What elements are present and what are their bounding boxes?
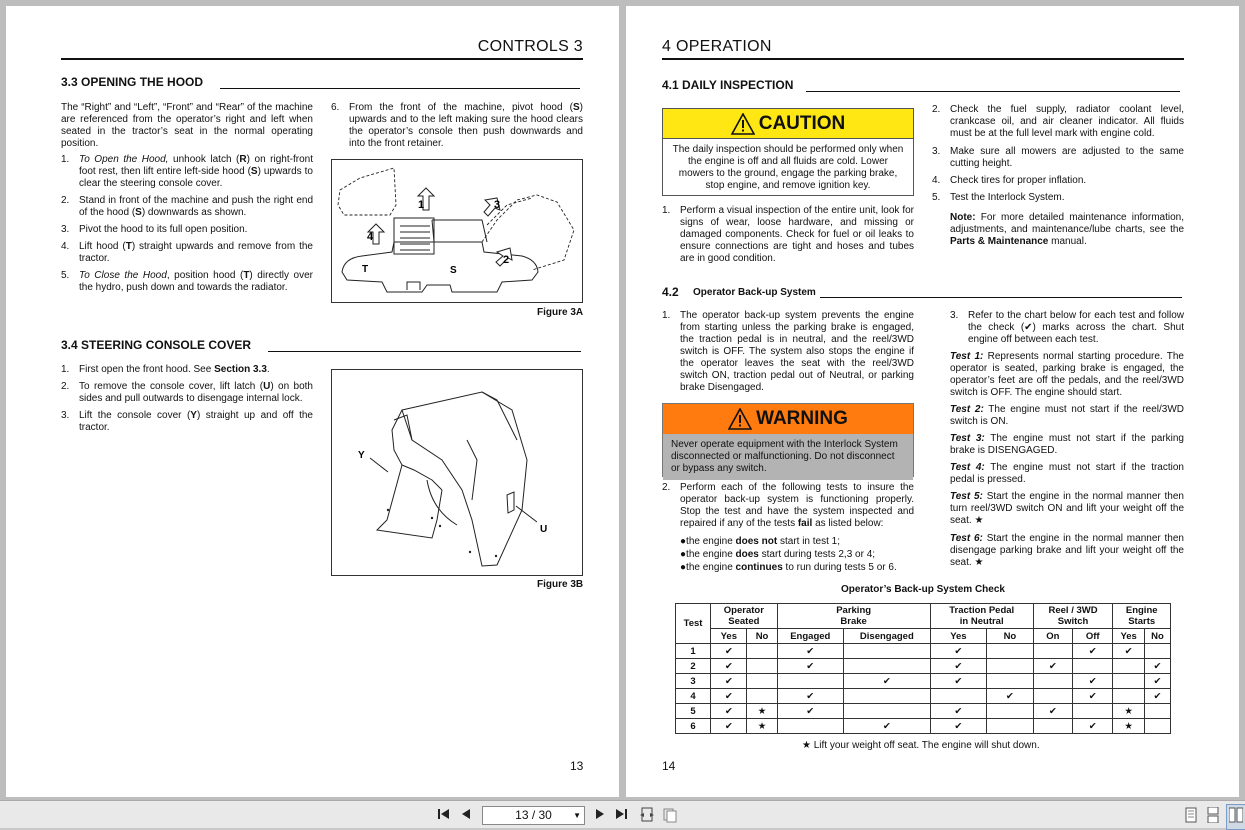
- item-text: To Open the Hood, unhook latch (R) on right-front foot rest, then lift entire left-side hood (S) upwards to clear the steering console cover.: [79, 154, 313, 189]
- section-rule: [820, 297, 1182, 298]
- failure-condition: ●the engine does start during tests 2,3 or 4;: [680, 549, 876, 560]
- section-4-1-title: 4.1 DAILY INSPECTION: [662, 78, 794, 92]
- check-cell: [1033, 689, 1072, 704]
- check-cell: ★: [1113, 719, 1145, 734]
- check-cell: [777, 719, 843, 734]
- check-cell: [1113, 659, 1145, 674]
- item-number: 1.: [61, 364, 70, 375]
- check-cell: [1033, 644, 1072, 659]
- item-number: 1.: [662, 310, 671, 321]
- caution-title: CAUTION: [758, 112, 846, 134]
- check-cell: ✔: [777, 704, 843, 719]
- item-text: Lift hood (T) straight upwards and remove from the tractor.: [79, 241, 313, 264]
- item-text: To remove the console cover, lift latch (U) on both sides and pull outwards to disengage internal lock.: [79, 381, 313, 404]
- item-number: 6.: [331, 102, 340, 113]
- viewer-toolbar: [0, 800, 1245, 828]
- prev-page-icon[interactable]: [460, 807, 472, 825]
- check-cell: ✔: [1144, 659, 1170, 674]
- item-number: 3.: [61, 410, 70, 421]
- section-3-3-intro: The “Right” and “Left”, “Front” and “Rear” of the machine are referenced from the operator’s right and left when seated in the tractor’s seat in the normal operating position.: [61, 102, 313, 149]
- item-number: 4.: [932, 175, 941, 186]
- warning-triangle-icon: [731, 113, 755, 135]
- item-text: Check the fuel supply, radiator coolant level, crankcase oil, and air cleaner indicator. All fluids must be at the full level mark with engine cold.: [950, 104, 1184, 139]
- item-text: From the front of the machine, pivot hood (S) upwards and to the left making sure the hood clears the operator’s console then push downwards and into the front retainer.: [349, 102, 583, 149]
- column-sub-header: Off: [1072, 629, 1112, 644]
- check-cell: ★: [747, 719, 777, 734]
- section-3-4-item-1: [61, 364, 313, 376]
- check-cell: [987, 674, 1034, 689]
- item-number: 3.: [950, 310, 959, 321]
- table-row: [676, 674, 1171, 689]
- item-number: 1.: [662, 205, 671, 216]
- item-number: 2.: [662, 482, 671, 493]
- check-cell: [987, 719, 1034, 734]
- check-cell: ✔: [1072, 719, 1112, 734]
- item-text: To Close the Hood, position hood (T) directly over the hydro, push down and towards the radiator.: [79, 270, 313, 293]
- check-cell: ✔: [777, 644, 843, 659]
- check-cell: [1144, 644, 1170, 659]
- backup-system-check-table: [675, 603, 1171, 734]
- item-number: 4.: [61, 241, 70, 252]
- column-group-header: Operator Seated: [711, 604, 777, 629]
- check-cell: [777, 674, 843, 689]
- table-row: [676, 644, 1171, 659]
- check-cell: ✔: [711, 659, 747, 674]
- chevron-down-icon[interactable]: ▼: [573, 811, 581, 820]
- continuous-view-icon[interactable]: [1206, 807, 1220, 827]
- item-number: 3.: [61, 224, 70, 235]
- check-cell: ✔: [1113, 644, 1145, 659]
- check-cell: [844, 704, 931, 719]
- last-page-icon[interactable]: [614, 807, 628, 825]
- test-4-description: Test 4: The engine must not start if the traction pedal is pressed.: [950, 462, 1184, 485]
- check-cell: [930, 689, 986, 704]
- hood-diagram: [332, 160, 582, 302]
- next-page-icon[interactable]: [594, 807, 606, 825]
- fig3a-label-2: 2: [503, 254, 510, 266]
- check-cell: [987, 704, 1034, 719]
- check-cell: ✔: [930, 644, 986, 659]
- item-number: 1.: [61, 154, 70, 165]
- check-cell: ✔: [930, 674, 986, 689]
- caution-text: The daily inspection should be performed only when the engine is off and all fluids are cold. Lower mowers to the ground, engage the parking brake, stop engine, and remove ignition key.: [672, 144, 904, 191]
- section-4-2-item-2: [662, 482, 914, 530]
- check-cell: [844, 659, 931, 674]
- table-footnote: ★ Lift your weight off seat. The engine will shut down.: [802, 740, 1040, 751]
- item-text: Perform a visual inspection of the entire unit, look for signs of wear, loose hardware, and missing or damaged components. Check for fuel or oil leaks to ensure connections are tight and hoses and tubes are in good condition.: [680, 205, 914, 264]
- single-page-view-icon[interactable]: [1184, 807, 1198, 827]
- warning-title: WARNING: [756, 408, 848, 429]
- section-4-2-title: Operator Back-up System: [693, 287, 816, 298]
- check-cell: ✔: [777, 689, 843, 704]
- page-number-input[interactable]: [482, 806, 585, 825]
- section-4-1-item-4: [932, 175, 1184, 187]
- section-3-4-item-3: [61, 410, 313, 434]
- column-group-header: Reel / 3WD Switch: [1033, 604, 1113, 629]
- check-cell: ✔: [1033, 659, 1072, 674]
- page-14: [626, 6, 1239, 797]
- check-cell: [1072, 704, 1112, 719]
- fig3b-label-y: Y: [358, 450, 365, 461]
- table-row: [676, 719, 1171, 734]
- figure-3b: [331, 369, 583, 576]
- item-text: Check tires for proper inflation.: [950, 175, 1087, 186]
- item-text: Lift the console cover (Y) straight up and off the tractor.: [79, 410, 313, 433]
- column-group-header: Parking Brake: [777, 604, 930, 629]
- section-4-2-item-3: [950, 310, 1184, 346]
- check-cell: ✔: [930, 719, 986, 734]
- figure-3a-caption: Figure 3A: [537, 307, 584, 318]
- check-cell: [1033, 719, 1072, 734]
- column-sub-header: Yes: [711, 629, 747, 644]
- section-rule: [268, 351, 581, 352]
- section-3-3-item-5: [61, 270, 313, 294]
- check-cell: [987, 644, 1034, 659]
- caution-header: [663, 109, 913, 139]
- column-sub-header: No: [1144, 629, 1170, 644]
- test-number-cell: 5: [676, 704, 711, 719]
- check-cell: ✔: [844, 719, 931, 734]
- check-cell: ★: [747, 704, 777, 719]
- item-text: Refer to the chart below for each test and follow the check (✔) marks across the chart. Shut engine off between each test.: [968, 310, 1184, 345]
- failure-condition: ●the engine does not start in test 1;: [680, 536, 841, 547]
- check-cell: ✔: [844, 674, 931, 689]
- section-4-1-item-2: [932, 104, 1184, 140]
- page-number: 14: [662, 759, 676, 773]
- caution-box: [662, 108, 914, 196]
- test-number-cell: 4: [676, 689, 711, 704]
- column-sub-header: Yes: [930, 629, 986, 644]
- column-sub-header: No: [987, 629, 1034, 644]
- test-2-description: Test 2: The engine must not start if the reel/3WD switch is ON.: [950, 404, 1184, 427]
- item-text: Perform each of the following tests to insure the operator back-up system is functioning properly. Stop the test and have the system inspected and repaired if any of the tests fail as listed below:: [680, 482, 914, 529]
- page-13: [6, 6, 619, 797]
- check-cell: ✔: [1144, 674, 1170, 689]
- check-cell: [1144, 704, 1170, 719]
- section-3-3-item-4: [61, 241, 313, 265]
- page-number: 13: [570, 759, 584, 773]
- check-cell: ✔: [711, 704, 747, 719]
- table-title: Operator’s Back-up System Check: [841, 584, 1005, 595]
- fit-page-icon[interactable]: [639, 807, 655, 827]
- column-sub-header: No: [747, 629, 777, 644]
- section-3-4-item-2: [61, 381, 313, 405]
- test-3-description: Test 3: The engine must not start if the parking brake is DISENGAGED.: [950, 433, 1184, 456]
- item-text: Stand in front of the machine and push the right end of the hood (S) downwards as shown.: [79, 195, 313, 218]
- table-row: [676, 659, 1171, 674]
- column-group-header: Engine Starts: [1113, 604, 1171, 629]
- fig3a-label-1: 1: [418, 199, 425, 211]
- item-text: First open the front hood. See Section 3.3.: [79, 364, 270, 375]
- page-header: CONTROLS 3: [477, 38, 583, 55]
- column-sub-header: Disengaged: [844, 629, 931, 644]
- check-cell: ✔: [1144, 689, 1170, 704]
- check-cell: [844, 689, 931, 704]
- check-cell: [987, 659, 1034, 674]
- column-sub-header: On: [1033, 629, 1072, 644]
- column-sub-header: Engaged: [777, 629, 843, 644]
- section-3-3-item-2: [61, 195, 313, 219]
- item-number: 3.: [932, 146, 941, 157]
- column-group-header: Traction Pedal in Neutral: [930, 604, 1033, 629]
- item-text: Make sure all mowers are adjusted to the same cutting height.: [950, 146, 1184, 169]
- item-number: 2.: [932, 104, 941, 115]
- item-text: Test the Interlock System.: [950, 192, 1065, 203]
- warning-triangle-icon: [728, 408, 752, 430]
- section-4-2-number: 4.2: [662, 285, 679, 299]
- console-cover-diagram: [332, 370, 582, 575]
- check-cell: ✔: [930, 704, 986, 719]
- check-cell: ✔: [711, 719, 747, 734]
- maintenance-note: Note: For more detailed maintenance information, adjustments, and maintenance/lube charts, see the Parts & Maintenance manual.: [950, 212, 1184, 247]
- page-header: 4 OPERATION: [662, 38, 772, 55]
- test-5-description: Test 5: Start the engine in the normal manner then turn reel/3WD switch ON and lift your weight off the seat. ★: [950, 491, 1184, 526]
- first-page-icon[interactable]: [437, 807, 451, 825]
- check-cell: ✔: [930, 659, 986, 674]
- check-cell: ★: [1113, 704, 1145, 719]
- item-number: 2.: [61, 195, 70, 206]
- check-cell: [747, 689, 777, 704]
- section-3-3-item-6: [331, 102, 583, 150]
- test-1-description: Test 1: Represents normal starting procedure. The operator is seated, parking brake is engaged, the operator’s feet are off the pedals, and the reel/3WD switch is OFF. The engine should start.: [950, 351, 1184, 398]
- table-row: [676, 704, 1171, 719]
- table-row: [676, 689, 1171, 704]
- section-4-2-item-1: [662, 310, 914, 394]
- check-cell: [747, 644, 777, 659]
- check-cell: ✔: [711, 644, 747, 659]
- header-rule: [61, 58, 583, 60]
- warning-box: [662, 403, 914, 477]
- column-group-header: Test: [676, 604, 711, 644]
- fig3b-label-u: U: [540, 524, 548, 535]
- check-cell: [1113, 674, 1145, 689]
- fig3a-label-s: S: [450, 265, 457, 276]
- header-rule: [662, 58, 1184, 60]
- item-text: The operator back-up system prevents the engine from starting unless the parking brake is engaged, the traction pedal is in neutral, and the reel/3WD switch is OFF. The system also stops the engine if the operator leaves the seat with the reel/3WD switch ON, traction pedal out of Neutral, or parking brake Disengaged.: [680, 310, 914, 393]
- test-number-cell: 6: [676, 719, 711, 734]
- section-3-4-title: 3.4 STEERING CONSOLE COVER: [61, 338, 252, 352]
- check-cell: ✔: [987, 689, 1034, 704]
- check-cell: ✔: [1033, 704, 1072, 719]
- check-cell: [844, 644, 931, 659]
- check-cell: ✔: [1072, 674, 1112, 689]
- check-cell: ✔: [711, 674, 747, 689]
- section-4-1-item-5: [932, 192, 1184, 204]
- check-cell: [1033, 674, 1072, 689]
- test-number-cell: 1: [676, 644, 711, 659]
- item-number: 5.: [932, 192, 941, 203]
- item-text: Pivot the hood to its full open position.: [79, 224, 248, 235]
- figure-3a: [331, 159, 583, 303]
- check-cell: ✔: [711, 689, 747, 704]
- test-number-cell: 3: [676, 674, 711, 689]
- page-indicator: 13 / 30: [515, 808, 552, 822]
- section-rule: [220, 88, 580, 89]
- fig3a-label-3: 3: [494, 199, 501, 211]
- figure-3b-caption: Figure 3B: [537, 579, 584, 590]
- section-3-3-item-3: [61, 224, 313, 236]
- test-6-description: Test 6: Start the engine in the normal manner then disengage parking brake and lift your weight off the seat. ★: [950, 533, 1184, 568]
- two-page-view-icon[interactable]: [1226, 804, 1245, 830]
- test-number-cell: 2: [676, 659, 711, 674]
- check-cell: [1072, 659, 1112, 674]
- check-cell: [747, 659, 777, 674]
- fig3a-label-t: T: [362, 264, 369, 275]
- check-cell: ✔: [777, 659, 843, 674]
- section-3-3-item-1: [61, 154, 313, 190]
- fit-width-icon[interactable]: [662, 807, 678, 827]
- section-4-1-item-3: [932, 146, 1184, 170]
- item-number: 5.: [61, 270, 70, 281]
- check-cell: [1113, 689, 1145, 704]
- check-cell: ✔: [1072, 644, 1112, 659]
- check-cell: [747, 674, 777, 689]
- column-sub-header: Yes: [1113, 629, 1145, 644]
- check-cell: ✔: [1072, 689, 1112, 704]
- item-number: 2.: [61, 381, 70, 392]
- warning-text: Never operate equipment with the Interlock System disconnected or malfunctioning. Do not disconnect or bypass any switch.: [663, 434, 913, 480]
- section-3-3-title: 3.3 OPENING THE HOOD: [61, 75, 204, 89]
- check-cell: [1144, 719, 1170, 734]
- section-4-1-item-1: [662, 205, 914, 265]
- warning-header: [663, 404, 913, 434]
- failure-condition: ●the engine continues to run during tests 5 or 6.: [680, 562, 897, 573]
- fig3a-label-4: 4: [367, 231, 374, 243]
- section-rule: [806, 91, 1180, 92]
